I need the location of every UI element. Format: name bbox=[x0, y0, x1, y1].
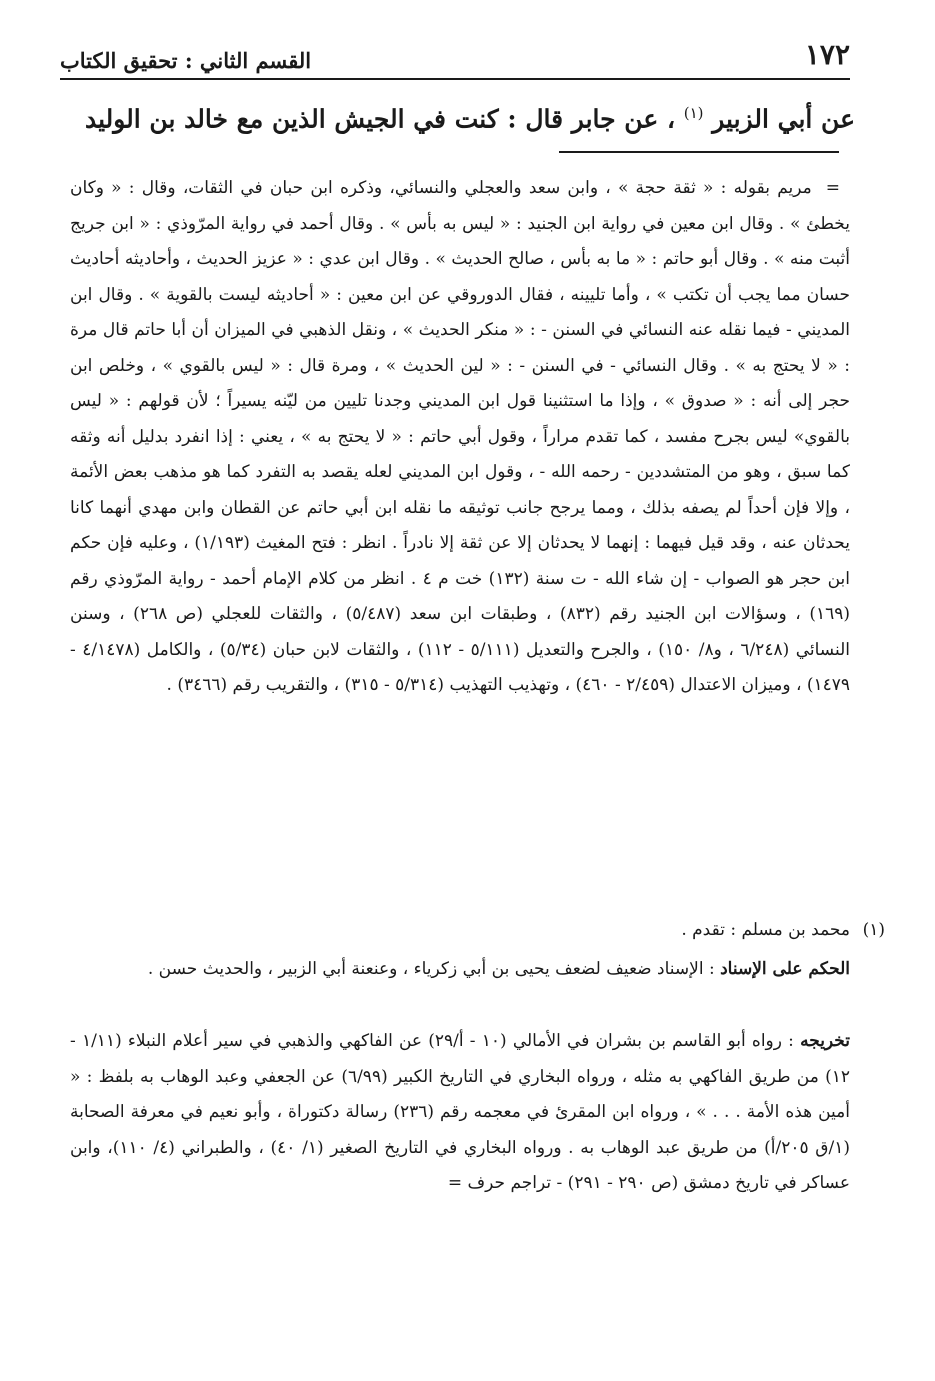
continuation-mark: = bbox=[825, 178, 840, 198]
page-number: ١٧٢ bbox=[804, 38, 850, 71]
footnote-separator bbox=[559, 151, 839, 153]
isnad-ruling-text: : الإسناد ضعيف لضعف يحيى بن أبي زكرياء ، وعنعنة أبي الزبير ، والحديث حسن . bbox=[147, 959, 715, 979]
continued-footnote-text: مريم بقوله : « ثقة حجة » ، وابن سعد والعجلي والنسائي، وذكره ابن حبان في الثقات، وقال : « وكان يخطئ » . وقال ابن معين في رواية ابن الجنيد : « ليس به بأس » . وقال أحمد في رواية المرّوذي : « ابن جريج أثبت منه » . وقال أبو حاتم : « ما به بأس ، صالح الحديث » . وقال ابن عدي : « عزيز الحديث ، وأحاديثه أحاديث حسان مما يجب أن تكتب » ، وأما تليينه ، فقال الدوروقي عن ابن معين : « أحاديثه ليست بالقوية » . وقال ابن المديني - فيما نقله عنه النسائي في السنن - : « منكر الحديث » ، ونقل الذهبي في الميزان أن أبا حاتم قال مرة : « لا يحتج به » . وقال النسائي - في السنن - : « لين الحديث » ، ومرة قال : « ليس بالقوي » ، وخلص ابن حجر إلى أنه : « صدوق » ، وإذا ما استثنينا قول ابن المديني وجدنا تليين من ليّنه يسيراً ؛ لأن قولهم : « ليس بالقوي» ليس بجرح مفسد ، كما تقدم مراراً ، وقول أبي حاتم : « لا يحتج به » ، يعني : إذا انفرد بدليل أنه وثقه كما سبق ، وهو من المتشددين - رحمه الله - ، وقول ابن المديني لعله يقصد به التفرد كما هو مذهب بعض الأئمة ، وإلا فإن أحداً لم يصفه بذلك ، ومما يرجح جانب توثيقه ما نقله ابن أبي حاتم عن القطان وابن مهدي أنهما كانا يحدثان عنه ، وقد قيل فيهما : إنهما لا يحدثان إلا عن ثقة إلا نادراً . انظر : فتح المغيث (١/١٩٣) ، وعليه فإن حكم ابن حجر هو الصواب - إن شاء الله - ت سنة (١٣٢) خت م ٤ . انظر من كلام الإمام أحمد - رواية المرّوذي رقم (١٦٩) ، وسؤالات ابن الجنيد رقم (٨٣٢) ، وطبقات ابن سعد (٥/٤٨٧) ، والثقات للعجلي (ص ٢٦٨) ، وسنن النسائي (٦/٢٤٨ ، و٨/ ١٥٠) ، والجرح والتعديل (٥/١١١ - ١١٢) ، والثقات لابن حبان (٥/٣٤) ، والكامل (٤/١٤٧٨ - ١٤٧٩) ، وميزان الاعتدال (٢/٤٥٩ - ٤٦٠) ، وتهذيب التهذيب (٥/٣١٤ - ٣١٥) ، والتقريب رقم (٣٤٦٦) . bbox=[70, 178, 851, 695]
continued-footnote bbox=[70, 171, 850, 704]
hadith-text bbox=[60, 92, 855, 140]
takhrij-label: تخريجه bbox=[800, 1031, 851, 1051]
footnote-1 bbox=[70, 915, 885, 945]
hadith-text-end: ، عن جابر قال : كنت في الجيش الذين مع خالد بن الوليد bbox=[84, 104, 676, 134]
isnad-ruling bbox=[70, 952, 850, 987]
footnote-reference: (١) bbox=[683, 104, 704, 122]
running-head: القسم الثاني : تحقيق الكتاب bbox=[60, 48, 312, 73]
takhrij-text: : رواه أبو القاسم بن بشران في الأمالي (١٠ - أ/٢٩) عن الفاكهي والذهبي في سير أعلام النبلاء (١/١١ - ١٢) من طريق الفاكهي به مثله ، ورواه البخاري في التاريخ الكبير (٦/٩٩) عن الجعفي وعبد الوهاب به بلفظ : « أمين هذه الأمة . . . » ، ورواه ابن المقرئ في معجمه رقم (٢٣٦) رسالة دكتوراة ، وأبو نعيم في معرفة الصحابة (١/ق ٢٠٥/أ) من طريق عبد الوهاب به . ورواه البخاري في التاريخ الصغير (١/ ٤٠) ، والطبراني (٤/ ١١٠)، وابن عساكر في تاريخ دمشق (ص ٢٩٠ - ٢٩١) - تراجم حرف = bbox=[70, 1031, 850, 1193]
hadith-text-start: عن أبي الزبير bbox=[712, 104, 855, 134]
footnote-text: محمد بن مسلم : تقدم . bbox=[681, 920, 850, 940]
page-header bbox=[60, 38, 850, 80]
footnote-number: (١) bbox=[862, 920, 885, 940]
takhrij-section bbox=[70, 1024, 850, 1202]
isnad-ruling-label: الحكم على الإسناد bbox=[720, 959, 850, 979]
